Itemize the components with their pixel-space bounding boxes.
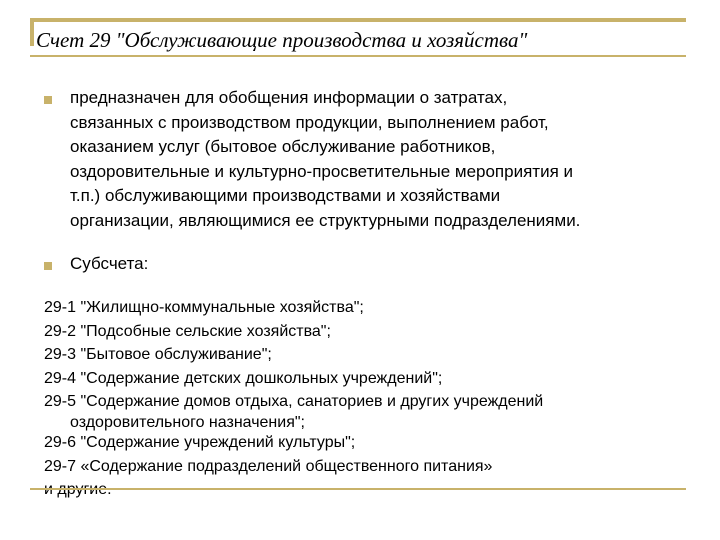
bullet-text-description (70, 86, 690, 233)
subaccounts-heading: Субсчета: (70, 254, 149, 273)
bottom-divider (30, 488, 686, 490)
subaccount-item: 29-3 "Бытовое обслуживание"; (44, 346, 272, 364)
title-frame-left-border (30, 18, 34, 46)
bullet-text-subaccounts-heading (70, 252, 690, 277)
subaccount-item: 29-2 "Подсобные сельские хозяйства"; (44, 322, 331, 340)
description-line: оздоровительные и культурно-просветительные мероприятия и (70, 161, 574, 181)
description-line: связанных с производством продукции, выполнением работ, (70, 112, 549, 132)
description-line: предназначен для обобщения информации о затратах, (70, 88, 508, 107)
subaccount-item (44, 390, 543, 431)
subaccount-item-continuation: оздоровительного назначения"; (70, 413, 305, 431)
description-line: т.п.) обслуживающими производствами и хозяйствами (70, 186, 501, 205)
description-line: организации, являющимися ее структурными подразделениями. (70, 210, 581, 230)
subaccount-item: 29-4 "Содержание детских дошкольных учреждений"; (44, 369, 443, 387)
subaccount-item: 29-1 "Жилищно-коммунальные хозяйства"; (44, 299, 364, 316)
description-line: оказанием услуг (бытовое обслуживание работников, (70, 137, 496, 156)
title-underline (30, 55, 686, 57)
subaccount-list (44, 296, 543, 502)
bullet-square-icon (44, 96, 52, 104)
title-frame-top-border (30, 18, 686, 22)
subaccount-item: 29-7 «Содержание подразделений общественного питания» (44, 457, 493, 475)
bullet-square-icon (44, 262, 52, 270)
subaccount-item: 29-6 "Содержание учреждений культуры"; (44, 433, 356, 451)
subaccount-item-line: 29-5 "Содержание домов отдыха, санаториев и других учреждений (44, 393, 544, 411)
slide-title: Счет 29 "Обслуживающие производства и хозяйства" (36, 28, 528, 52)
